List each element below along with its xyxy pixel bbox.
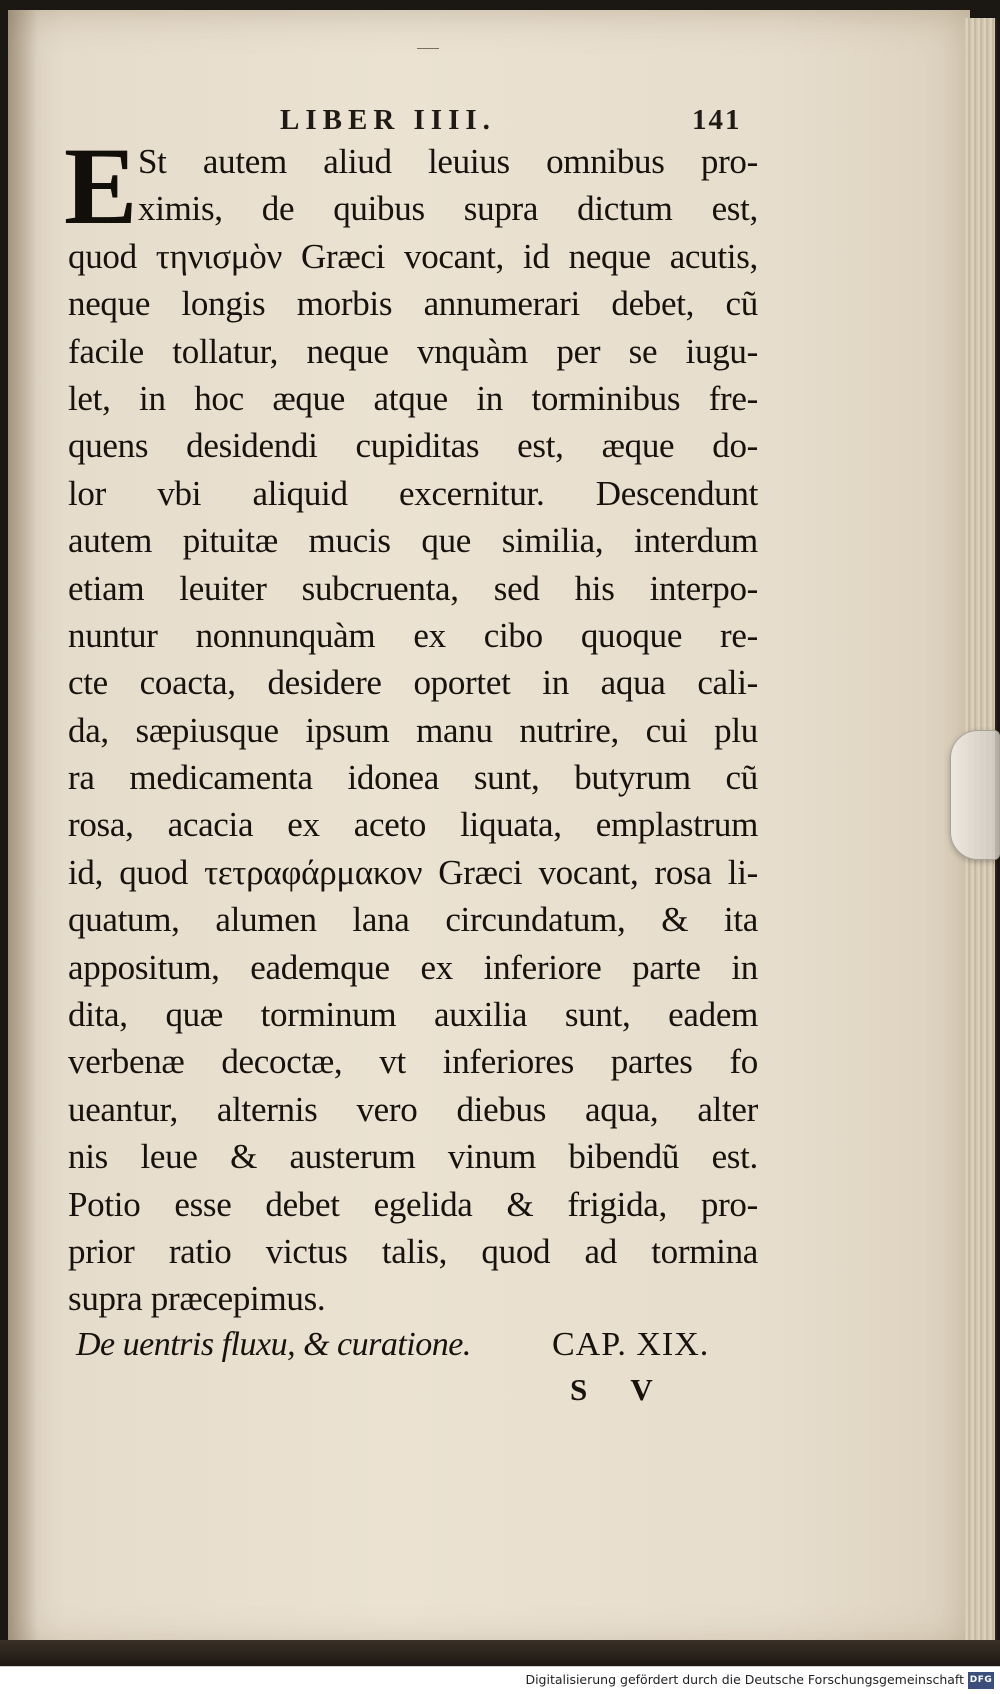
body-text [68,138,758,1323]
page-clip [950,730,1000,860]
text-line: appositum, eademque ex inferiore parte in [68,947,758,987]
gutter-shadow [8,10,38,1650]
text-line: cte coacta, desidere oportet in aqua cali- [68,663,758,703]
text-line: nis leue & austerum vinum bibendũ est. [68,1137,758,1177]
text-line: autem pituitæ mucis que similia, interdum [68,521,758,561]
text-line: quens desidendi cupiditas est, æque do- [68,426,758,466]
footer-credit: Digitalisierung gefördert durch die Deutsche Forschungsgemeinschaft [525,1672,964,1687]
page-bottom-edge [0,1640,1000,1666]
chapter-title: De uentris fluxu, & curatione. [76,1326,471,1363]
text-line: facile tollatur, neque vnquàm per se iugu- [68,331,758,371]
top-mark [417,48,439,49]
dfg-logo-icon: DFG [968,1672,994,1689]
text-line: dita, quæ torminum auxilia sunt, eadem [68,995,758,1035]
chapter-heading [76,1320,766,1370]
text-line: rosa, acacia ex aceto liquata, emplastrum [68,805,758,845]
text-line: Potio esse debet egelida & frigida, pro- [68,1184,758,1224]
signature-mark: S V [570,1372,671,1407]
text-line: neque longis morbis annumerari debet, cũ [68,284,758,324]
running-head: LIBER IIII. [280,104,496,136]
drop-cap: E [64,125,138,247]
text-line: etiam leuiter subcruenta, sed his interpo- [68,568,758,608]
text-line: ra medicamenta idonea sunt, butyrum cũ [68,758,758,798]
text-line: supra præcepimus. [68,1279,326,1319]
text-line: St autem aliud leuius omnibus pro- [138,142,758,181]
footer-bar [0,1666,1000,1694]
text-line: let, in hoc æque atque in torminibus fre- [68,378,758,418]
text-line: ximis, de quibus supra dictum est, [138,189,758,229]
text-line: nuntur nonnunquàm ex cibo quoque re- [68,615,758,655]
text-line: verbenæ decoctæ, vt inferiores partes fo [68,1042,758,1082]
text-line: lor vbi aliquid excernitur. Descendunt [68,473,758,513]
chapter-number: CAP. XIX. [552,1326,710,1363]
text-line: prior ratio victus talis, quod ad tormina [68,1231,758,1271]
page-number: 141 [692,104,742,136]
text-line: quod τηνισμὸν Græci vocant, id neque acutis, [68,236,758,276]
text-line: id, quod τετραφάρμακον Græci vocant, rosa li- [68,852,758,892]
text-line: ueantur, alternis vero diebus aqua, alter [68,1089,758,1129]
text-line: da, sæpiusque ipsum manu nutrire, cui plu [68,710,758,750]
text-line: quatum, alumen lana circundatum, & ita [68,900,758,940]
